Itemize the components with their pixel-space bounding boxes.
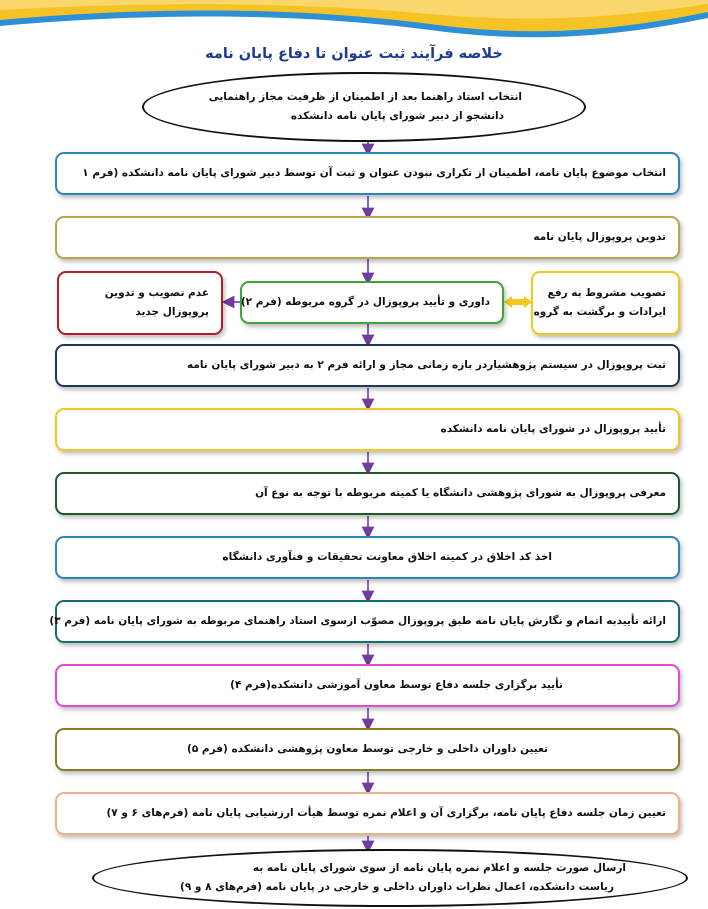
step-10-label: تعیین داوران داخلی و خارجی توسط معاون پژوهشی دانشکده (فرم ۵) <box>187 743 548 755</box>
step-6-box <box>55 472 680 515</box>
start-oval <box>142 72 586 142</box>
step-4-box <box>55 344 680 387</box>
review-label: داوری و تأیید پروپوزال در گروه مربوطه (فرم ۲) <box>240 296 490 308</box>
conditional-box <box>531 271 680 335</box>
step-2-label: تدوین پروپوزال پایان نامه <box>533 231 666 243</box>
start-line-1: انتخاب استاد راهنما بعد از اطمینان از ظرفیت مجاز راهنمایی <box>208 91 522 103</box>
end-line-1: ارسال صورت جلسه و اعلام نمره پایان نامه از سوی شورای پایان نامه به <box>252 862 626 874</box>
reject-line-1: عدم تصویب و تدوین <box>104 287 209 299</box>
reject-box <box>57 271 223 335</box>
page-title: خلاصه فرآیند ثبت عنوان تا دفاع پایان نامه <box>205 46 503 62</box>
step-4-label: ثبت پروپوزال در سیستم پژوهشیاردر بازه زمانی مجاز و ارائه فرم ۲ به دبیر شورای پایان نامه <box>186 359 666 371</box>
step-9-label: تأیید برگزاری جلسه دفاع توسط معاون آموزشی دانشکده(فرم ۴) <box>230 679 563 691</box>
step-2-box <box>55 216 680 259</box>
conditional-line-2: ایرادات و برگشت به گروه <box>533 306 666 318</box>
reject-line-2: پروپوزال جدید <box>135 306 209 318</box>
step-11-box <box>55 792 680 835</box>
step-5-box <box>55 408 680 451</box>
step-6-label: معرفی پروپوزال به شورای پژوهشی دانشگاه یا کمیته مربوطه با توجه به نوع آن <box>255 487 666 499</box>
double-arrow-review-conditional <box>504 296 532 308</box>
end-line-2: ریاست دانشکده، اعمال نظرات داوران داخلی و خارجی در پایان نامه (فرم‌های ۸ و ۹) <box>180 881 614 893</box>
step-8-label: ارائه تأییدبه اتمام و نگارش پایان نامه طبق پروپوزال مصوّب ازسوی استاد راهنمای مربوطه به شورای پایان نامه (فرم ۳) <box>49 615 666 627</box>
step-5-label: تأیید پروپوزال در شورای پایان نامه دانشکده <box>440 423 666 435</box>
step-1-label: انتخاب موضوع پایان نامه، اطمینان از تکراری نبودن عنوان و ثبت آن توسط دبیر شورای پایان نامه دانشکده (فرم ۱ <box>82 167 666 179</box>
step-9-box <box>55 664 680 707</box>
review-box <box>240 281 504 324</box>
step-8-box <box>49 600 680 643</box>
step-1-box <box>55 152 680 195</box>
step-7-label: اخذ کد اخلاق در کمیته اخلاق معاونت تحقیقات و فنآوری دانشگاه <box>222 551 552 563</box>
step-11-label: تعیین زمان جلسه دفاع پایان نامه، برگزاری آن و اعلام نمره توسط هیأت ارزشیابی پایان نامه (فرم‌های ۶ و ۷) <box>106 807 666 819</box>
end-oval <box>92 849 688 907</box>
step-10-box <box>55 728 680 771</box>
step-7-box <box>55 536 680 579</box>
start-line-2: دانشجو از دبیر شورای پایان نامه دانشکده <box>290 110 504 122</box>
conditional-line-1: تصویب مشروط به رفع <box>547 287 666 299</box>
